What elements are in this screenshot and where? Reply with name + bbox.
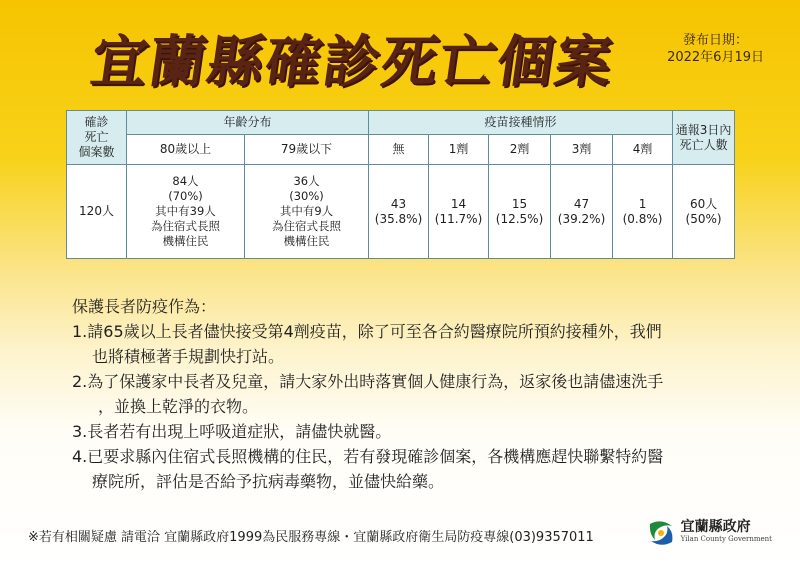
header-vaccination-status: 疫苗接種情形 — [369, 111, 673, 135]
logo-name-zh: 宜蘭縣政府 — [680, 519, 751, 535]
header-age-80-plus: 80歲以上 — [127, 135, 245, 165]
header-deaths-within-3-days: 通報3日內 死亡人數 — [673, 111, 735, 165]
measure-item-4: 4.已要求縣內住宿式長照機構的住民，若有發現確診個案，各機構應趕快聯繫特約醫 療院所，評估是否給予抗病毒藥物，並儘快給藥。 — [72, 447, 664, 491]
protection-measures — [72, 294, 772, 494]
header-case-count: 確診 死亡 個案數 — [67, 111, 127, 165]
header-vaccine-3-doses: 3劑 — [551, 135, 613, 165]
header-vaccine-1-dose: 1劑 — [429, 135, 489, 165]
contact-footer: ※若有相關疑慮 請電洽 宜蘭縣政府1999為民服務專線・宜蘭縣政府衛生局防疫專線(03)9357011 — [28, 530, 594, 545]
logo-name-en: Yilan County Government — [680, 535, 772, 543]
release-date-value: 2022年6月19日 — [667, 50, 764, 65]
release-date — [667, 32, 764, 66]
cell-vaccine-3-doses: 47 (39.2%) — [551, 165, 613, 259]
measure-item-1: 1.請65歲以上長者儘快接受第4劑疫苗，除了可至各合約醫療院所預約接種外，我們 也將積極著手規劃快打站。 — [72, 322, 662, 366]
header-age-79-under: 79歲以下 — [245, 135, 369, 165]
cell-age-80-plus: 84人 (70%) 其中有39人 為住宿式長照 機構住民 — [127, 165, 245, 259]
header-vaccine-4-doses: 4劑 — [613, 135, 673, 165]
header-age-distribution: 年齡分布 — [127, 111, 369, 135]
yilan-county-logo-icon — [647, 520, 675, 546]
cell-vaccine-2-doses: 15 (12.5%) — [489, 165, 551, 259]
cell-vaccine-4-doses: 1 (0.8%) — [613, 165, 673, 259]
release-date-label: 發布日期： — [683, 33, 749, 48]
yilan-county-logo — [647, 520, 772, 546]
header-vaccine-2-doses: 2劑 — [489, 135, 551, 165]
page-title: 宜蘭縣確診死亡個案 — [86, 30, 618, 95]
header-vaccine-none: 無 — [369, 135, 429, 165]
cell-age-79-under: 36人 (30%) 其中有9人 為住宿式長照 機構住民 — [245, 165, 369, 259]
cell-vaccine-1-dose: 14 (11.7%) — [429, 165, 489, 259]
measure-item-3: 3.長者若有出現上呼吸道症狀，請儘快就醫。 — [72, 422, 392, 441]
cell-vaccine-none: 43 (35.8%) — [369, 165, 429, 259]
cell-deaths-within-3-days: 60人 (50%) — [673, 165, 735, 259]
table-row — [67, 165, 735, 259]
measures-heading: 保護長者防疫作為： — [72, 297, 217, 316]
death-statistics-table — [66, 110, 735, 259]
measure-item-2: 2.為了保護家中長者及兒童，請大家外出時落實個人健康行為，返家後也請儘速洗手 ，並換上乾淨的衣物。 — [72, 372, 664, 416]
cell-case-count: 120人 — [67, 165, 127, 259]
